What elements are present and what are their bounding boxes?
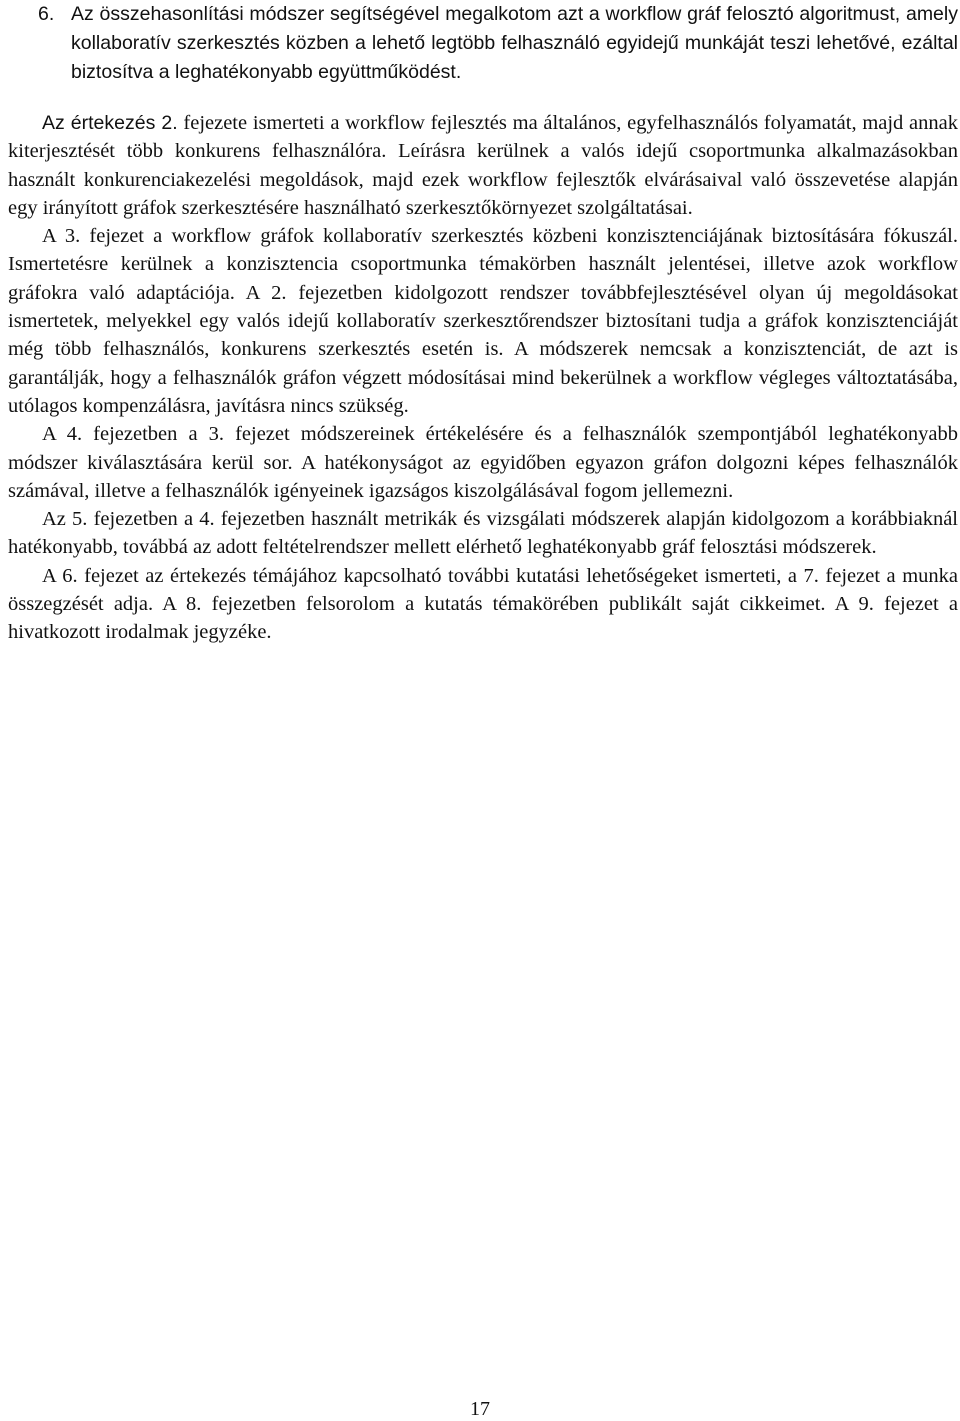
- page-content: [8, 0, 958, 647]
- paragraph-chapter-4: A 4. fejezetben a 3. fejezet módszereinek értékelésére és a felhasználók szempontjából leghatékonyabb módszer kiválasztására kerül sor. A hatékonyságot az egyidőben egyazon gráfon dolgozni képes felhasználók számával, illetve a felhasználók igényeinek igazságos kiszolgálásával fogom jellemezni.: [8, 423, 958, 502]
- list-item-6: [8, 0, 958, 87]
- paragraph-chapter-5: Az 5. fejezetben a 4. fejezetben használt metrikák és vizsgálati módszerek alapján kidolgozom a korábbiaknál hatékonyabb, továbbá az adott feltételrendszer mellett elérhető leghatékonyabb gráf felosztási módszerek.: [8, 508, 958, 559]
- paragraph-text: fejezete ismerteti a workflow fejlesztés ma általános, egyfelhasználós folyamatát, majd annak kiterjesztését több konkurens felhasználóra. Leírásra kerülnek a valós idejű csoportmunka alkalmazásokban használt konkurenciakezelési megoldások, majd ezek workflow fejlesztők elvárásaival való összevetése alapján egy irányított gráfok szerkesztésére használható szerkesztőkörnyezet szolgáltatásai.: [8, 112, 958, 219]
- paragraph-lead: Az értekezés 2.: [42, 112, 178, 134]
- paragraph-chapter-2: [8, 109, 958, 222]
- paragraph-chapter-6-9: A 6. fejezet az értekezés témájához kapcsolható további kutatási lehetőségeket ismerteti, a 7. fejezet a munka összegzését adja. A 8. fejezetben felsorolom a kutatás témakörében publikált saját cikkeimet. A 9. fejezet a hivatkozott irodalmak jegyzéke.: [8, 564, 958, 644]
- list-item-text: Az összehasonlítási módszer segítségével megalkotom azt a workflow gráf felosztó algoritmust, amely kollaboratív szerkesztés közben a lehető legtöbb felhasználó egyidejű munkáját teszi lehetővé, ezáltal biztosítva a leghatékonyabb együttműködést.: [71, 3, 958, 83]
- paragraph-chapter-3: A 3. fejezet a workflow gráfok kollaboratív szerkesztés közbeni konzisztenciájának biztosítására fókuszál. Ismertetésre kerülnek a konzisztencia csoportmunka témakörben használt jelentései, illetve azok workflow gráfokra való adaptációja. A 2. fejezetben kidolgozott rendszer továbbfejlesztésével olyan új megoldásokat ismertetek, melyekkel egy valós idejű kollaboratív szerkesztőrendszer biztosítani tudja a gráfok konzisztenciáját még több felhasználós, konkurens szerkesztés esetén is. A módszerek nemcsak a konzisztenciát, de azt is garantálják, hogy a felhasználók gráfon végzett módosításai mind bekerülnek a workflow végleges változtatásába, utólagos kompenzálásra, javításra nincs szükség.: [8, 225, 958, 417]
- list-item-number: 6.: [38, 3, 55, 25]
- page-number: 17: [470, 1398, 490, 1420]
- body-text: [8, 109, 958, 647]
